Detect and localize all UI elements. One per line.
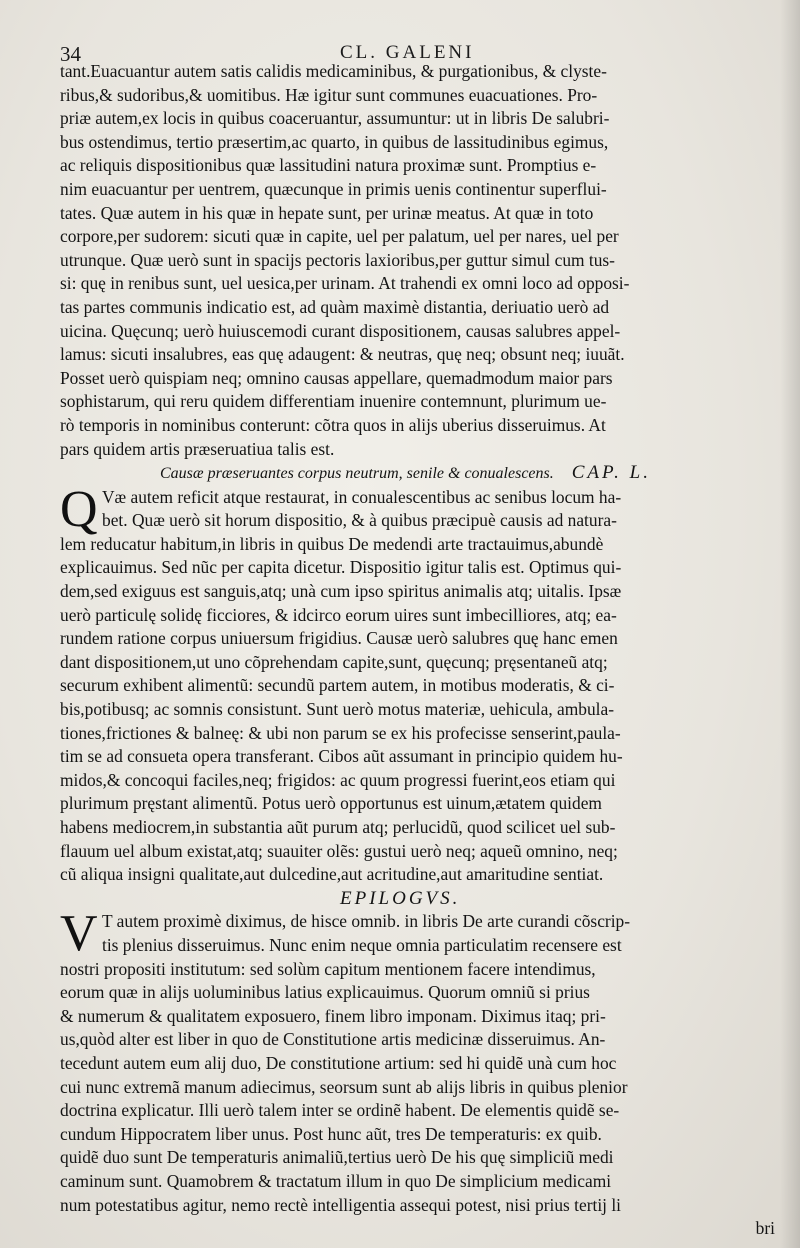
text-line: cũ aliqua insigni qualitate,aut dulcedine,aut acritudine,aut amaritudine sentiat. [60, 864, 604, 885]
chapter-number: CAP. L. [571, 462, 652, 484]
text-line: tant.Euacuantur autem satis calidis medicaminibus, & purgationibus, & clyste- [60, 61, 607, 81]
text-line: utrunque. Quæ uerò sunt in spacijs pectoris laxioribus,per guttur simul cum tus- [60, 249, 615, 270]
text-line: priæ autem,ex locis in quibus coaceruantur, assumuntur: ut in libris De salubri- [60, 108, 610, 129]
page-number: 34 [60, 42, 81, 66]
text-line: nim euacuantur per uentrem, quæcunque in primis uenis continentur superflui- [60, 178, 607, 199]
text-line: rò temporis in nominibus conterunt: cõtra quos in alijs uberius disseruimus. At [60, 414, 606, 435]
text-line: dant dispositionem,ut uno cõprehendam capite,sunt, quęcunq; pręsentaneũ atq; [60, 651, 608, 672]
text-line: si: quę in renibus sunt, uel uesica,per urinam. At trahendi ex omni loco ad opposi- [60, 273, 630, 294]
chapter-title: Causæ præseruantes corpus neutrum, senile & conualescens. [160, 465, 554, 483]
text-line: T autem proximè diximus, de hisce omnib. in libris De arte curandi cõscrip- [102, 911, 631, 932]
text-line: flauum uel album existat,atq; suauiter olẽs: gustui uerò neq; aqueũ omnino, neq; [60, 840, 618, 861]
running-head: CL. GALENI [340, 42, 475, 63]
chapter-heading [160, 461, 775, 486]
text-line: tecedunt autem eum alij duo, De constitutione artium: sed hi quidẽ unà cum hoc [60, 1052, 617, 1073]
text-line: us,quòd alter est liber in quo de Constitutione artis medicinæ disseruimus. An- [60, 1029, 606, 1050]
text-line: Posset uerò quispiam neq; omnino causas appellare, quemadmodum maior pars [60, 367, 613, 388]
text-line: explicauimus. Sed nũc per capita dicetur. Dispositio igitur talis est. Optimus qui- [60, 557, 622, 578]
paragraph-3 [60, 905, 775, 1240]
text-line: securum exhibent alimentũ: secundũ partem autem, in motibus moderatis, & ci- [60, 675, 615, 696]
text-line: num potestatibus agitur, nemo rectè intelligentia assequi potest, nisi prius tertij li [60, 1194, 622, 1215]
text-line: tim se ad consueta opera transferant. Cibos aũt assumant in principio quidem hu- [60, 746, 623, 767]
text-line: caminum sunt. Quamobrem & tractatum illum in quo De simplicium medicami [60, 1170, 612, 1191]
paragraph-1 [60, 60, 775, 461]
text-line: ribus,& sudoribus,& uomitibus. Hæ igitur sunt communes euacuationes. Pro- [60, 84, 598, 105]
text-line: sophistarum, qui reru quidem differentiam inuenire contemnunt, plurimum ue- [60, 391, 607, 412]
text-line: corpore,per sudorem: sicuti quæ in capite, uel per palatum, uel per nares, uel per [60, 226, 619, 247]
epilogue-heading: EPILOGVS. [340, 887, 461, 909]
text-line: tiones,frictiones & balneę: & ubi non parum se ex his profecisse senserint,paula- [60, 722, 621, 743]
text-line: tas partes communis indicatio est, ad quàm maximè distantia, deriuatio uerò ad [60, 296, 610, 317]
body-text [60, 60, 775, 1241]
text-line: midos,& concoqui faciles,neq; frigidos: ac quum progressi fuerint,eos etiam qui [60, 769, 616, 790]
text-line: Væ autem reficit atque restaurat, in conualescentibus ac senibus locum ha- [102, 486, 622, 507]
text-line: doctrina explicatur. Illi uerò talem inter se ordinẽ habent. De elementis quidẽ se- [60, 1100, 620, 1121]
text-line: uerò particulę solidę ficciores, & idcirco eorum uires sunt imbecilliores, atq; ea- [60, 604, 617, 625]
text-line: & numerum & qualitatem exposuero, finem libro imponam. Diximus itaq; pri- [60, 1005, 606, 1026]
text-line: rundem ratione corpus uniuersum frigidius. Causæ uerò salubres quę hanc emen [60, 628, 618, 649]
text-line: lem reducatur habitum,in libris in quibus De medendi arte tractauimus,abundè [60, 533, 604, 554]
text-line: bis,potibusq; ac somnis consistunt. Sunt uerò motus materiæ, uehicula, ambula- [60, 699, 615, 720]
text-line: plurimum pręstant alimentũ. Potus uerò opportunus est uinum,ætatem quidem [60, 793, 602, 814]
text-line: quidẽ duo sunt De temperaturis animaliũ,tertius uerò De his quę simpliciũ medi [60, 1147, 614, 1168]
drop-cap: V [60, 905, 98, 963]
text-line: habens mediocrem,in substantia aũt purum atq; perlucidũ, quod scilicet uel sub- [60, 817, 616, 837]
text-line: eorum quæ in alijs uoluminibus latius explicauimus. Quorum omniũ si prius [60, 982, 590, 1003]
text-line: uicina. Quęcunq; uerò huiuscemodi curant dispositionem, causas salubres appel- [60, 320, 621, 341]
text-line: pars quidem artis præseruatiua talis est. [60, 438, 335, 459]
paragraph-2 [60, 480, 775, 887]
drop-cap: Q [60, 480, 98, 538]
text-line: tis plenius disseruimus. Nunc enim neque omnia particulatim recensere est [102, 934, 622, 955]
text-line: dem,sed exiguus est sanguis,atq; unà cum ipso spiritus animalis atq; uitalis. Ipsæ [60, 581, 622, 602]
text-line: bus ostendimus, tertio præsertim,ac quarto, in quibus de lassitudinibus egimus, [60, 131, 609, 152]
text-line: ac reliquis dispositionibus quæ lassitudini natura proximæ sunt. Promptius e- [60, 155, 597, 176]
text-line: nostri propositi institutum: sed solùm capitum mentionem facere intendimus, [60, 958, 596, 979]
text-line: bet. Quæ uerò sit horum dispositio, & à quibus præcipuè causis ad natura- [102, 510, 617, 531]
text-line: cundum Hippocratem liber unus. Post hunc aũt, tres De temperaturis: ex quib. [60, 1123, 602, 1144]
text-line: cui nunc extremã manum adiecimus, seorsum sunt ab alijs libris in quibus plenior [60, 1076, 628, 1097]
text-line: bri [755, 1218, 775, 1239]
page-gutter-shadow [780, 0, 800, 1248]
text-line: lamus: sicuti insalubres, eas quę adaugent: & neutras, quę neq; obsunt neq; iuuãt. [60, 344, 625, 365]
text-line: tates. Quæ autem in his quæ in hepate sunt, per urinæ meatus. At quæ in toto [60, 202, 594, 223]
